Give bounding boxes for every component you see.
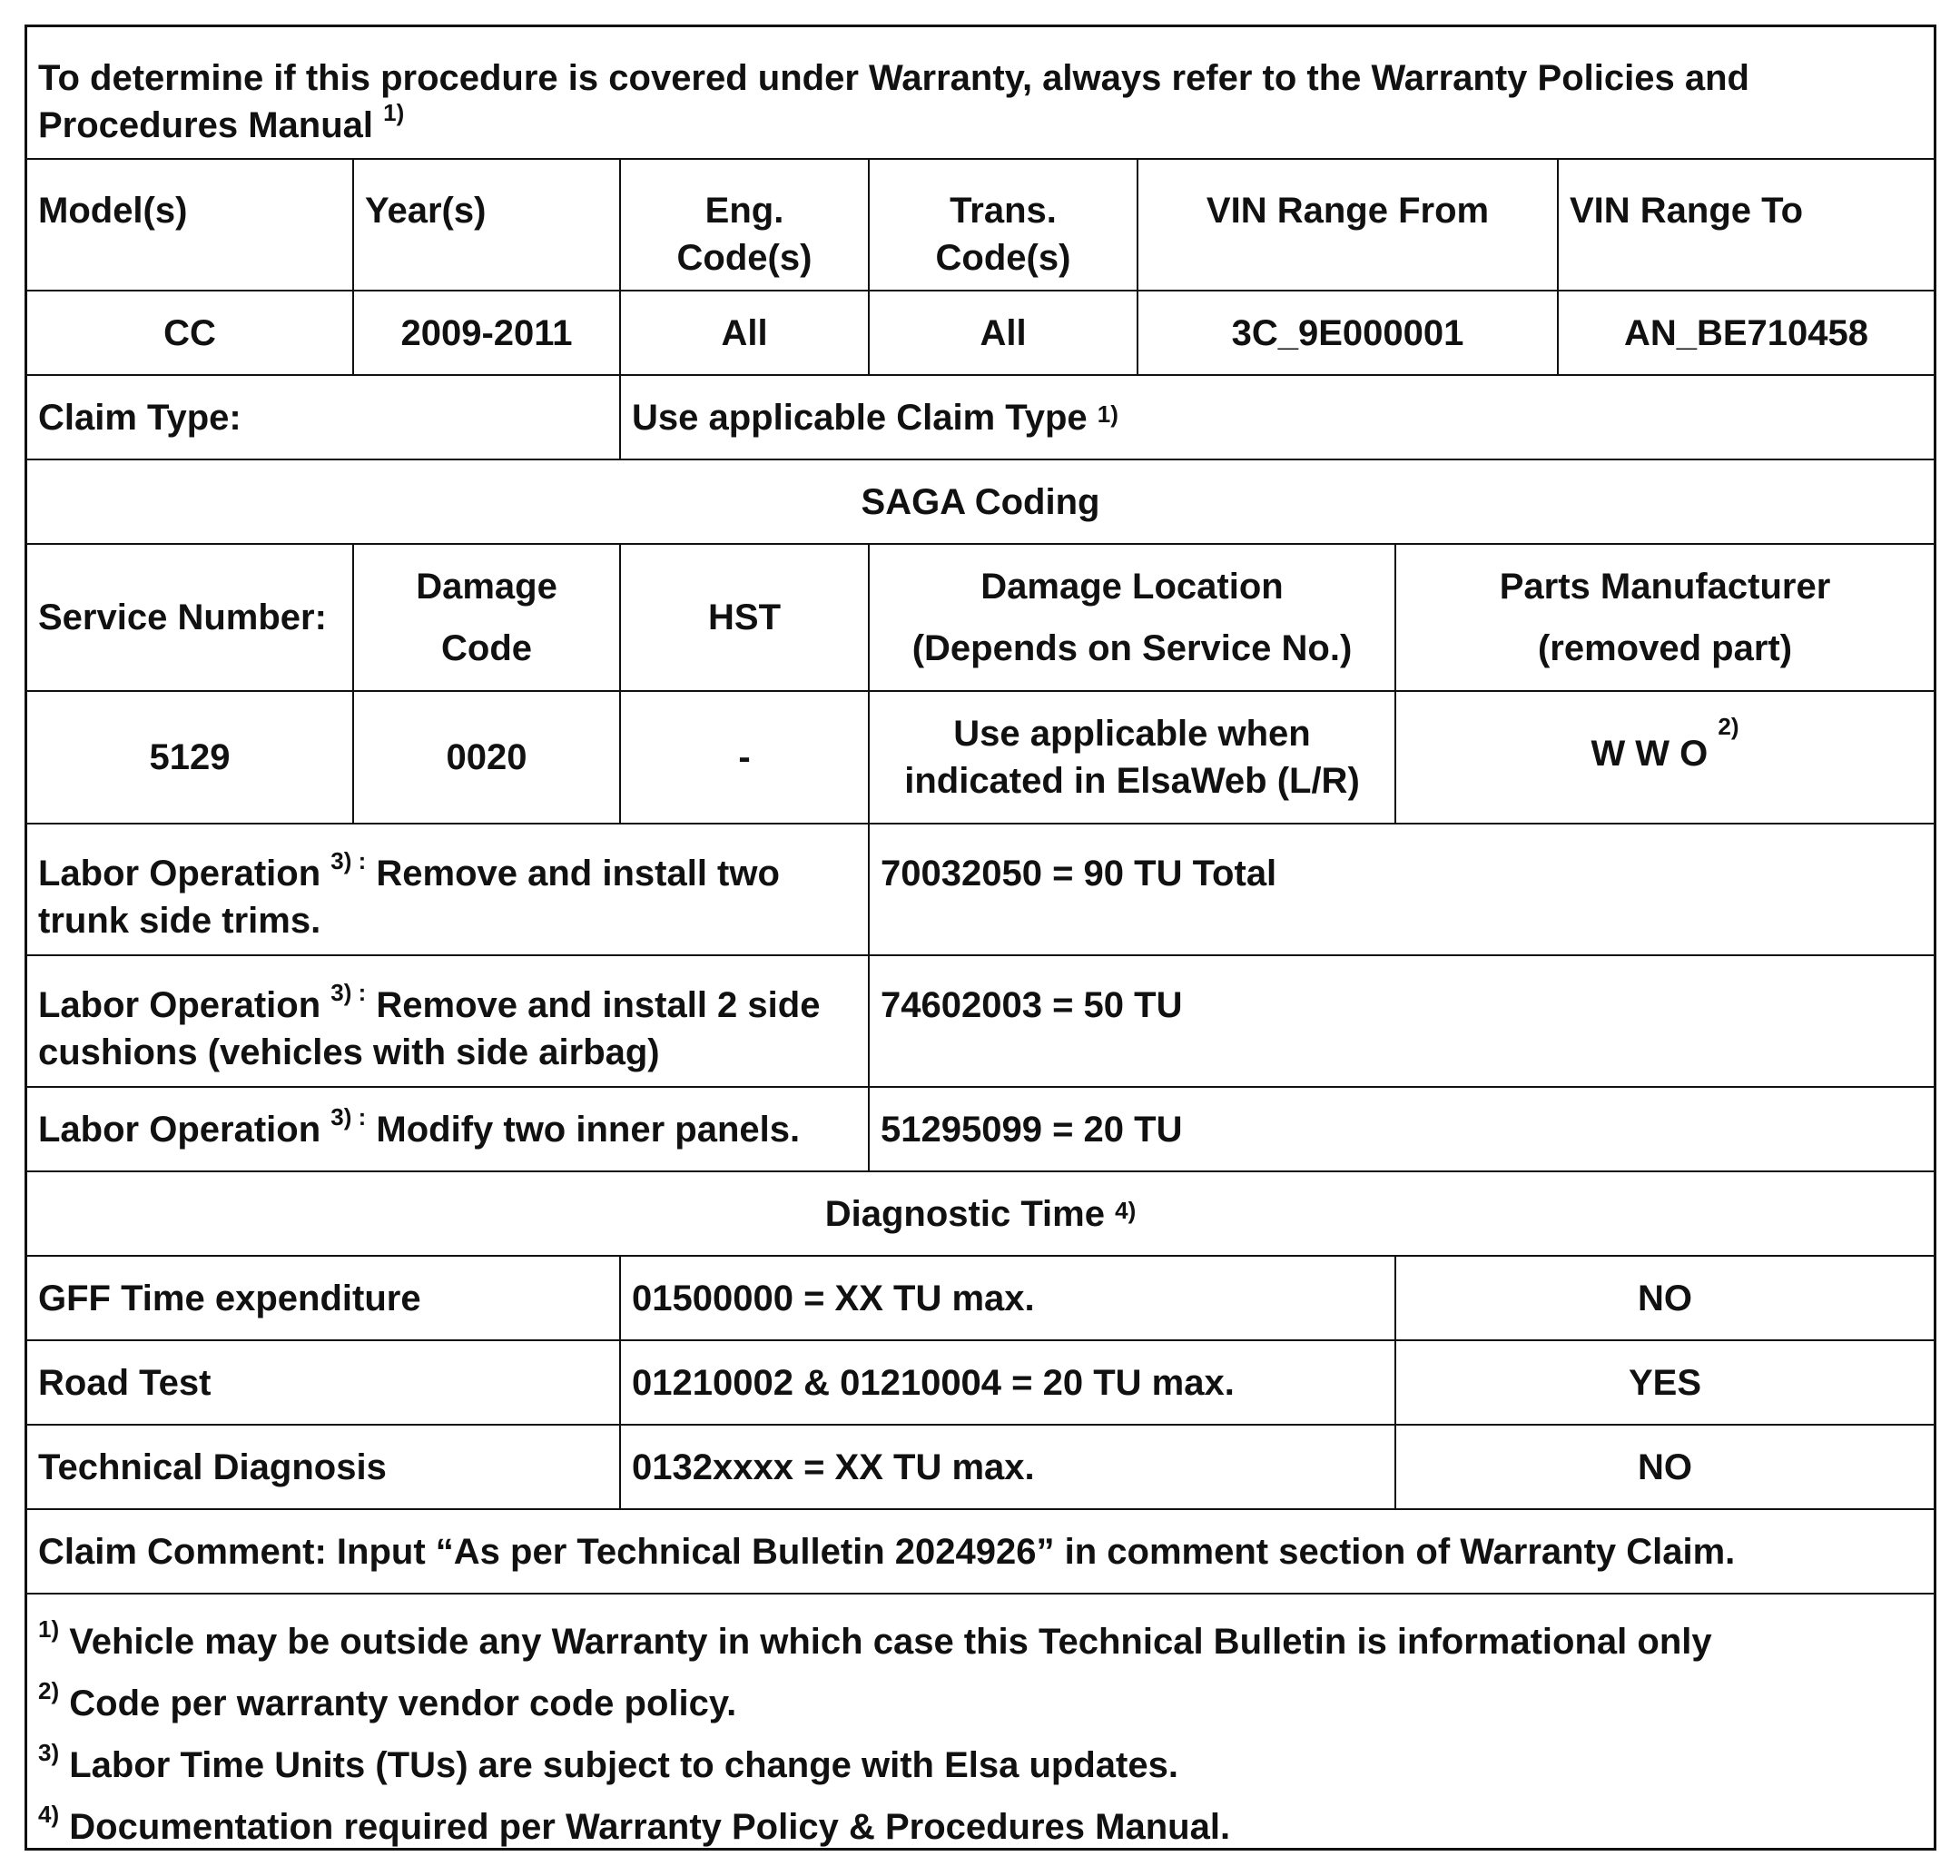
saga-value-parts-manufacturer: W W O $^{2)}$ (1396, 692, 1934, 823)
diagnostic-row-3-label: Technical Diagnosis (27, 1426, 621, 1508)
header-trans-codes-text: Trans. Code(s) (935, 191, 1071, 278)
warranty-notice (27, 27, 1934, 158)
labor-op-1-label: Labor Operation (38, 854, 321, 894)
footnote-3-mark: 3) (38, 1738, 60, 1766)
labor-op-2-label: Labor Operation (38, 985, 321, 1025)
saga-value-service-number: 5129 (27, 692, 354, 823)
saga-header-hst: HST (621, 545, 870, 690)
footnote-1 (38, 1614, 1712, 1665)
footnotes-row (27, 1595, 1934, 1848)
claim-type-row (27, 376, 1934, 460)
saga-value-damage-location (870, 692, 1396, 823)
header-years: Year(s) (354, 160, 621, 290)
saga-value-damage-code: 0020 (354, 692, 621, 823)
diagnostic-row-2-allowed: YES (1628, 1362, 1702, 1403)
labor-op-1-note: 3) : (330, 846, 367, 874)
diagnostic-row-1-allowed: NO (1638, 1278, 1692, 1318)
diagnostic-row-1-code: 01500000 = XX TU max. (621, 1257, 1396, 1339)
warranty-notice-row (27, 27, 1934, 160)
labor-op-row-3 (27, 1088, 1934, 1172)
footnote-1-text: Vehicle may be outside any Warranty in which case this Technical Bulletin is informational only (69, 1622, 1712, 1662)
claim-type-value-text: Use applicable Claim Type (632, 397, 1088, 438)
applicability-header-row (27, 160, 1934, 291)
labor-op-2-value: 74602003 = 50 TU (881, 985, 1183, 1025)
diagnostic-row-1-label: GFF Time expenditure (27, 1257, 621, 1339)
footnote-2-text: Code per warranty vendor code policy. (69, 1683, 737, 1723)
labor-op-row-2 (27, 956, 1934, 1088)
diagnostic-row-2 (27, 1341, 1934, 1426)
warranty-notice-text: To determine if this procedure is covered under Warranty, always refer to the Warranty Policies and Procedures Manual (38, 58, 1749, 145)
value-trans-codes: All (870, 291, 1138, 374)
value-eng-codes: All (621, 291, 870, 374)
footnote-2 (38, 1676, 737, 1727)
saga-header-damage-location-text: Damage Location (Depends on Service No.) (911, 567, 1353, 668)
claim-comment-row (27, 1510, 1934, 1595)
labor-op-1-desc: Remove and install two trunk side trims. (38, 854, 780, 941)
diagnostic-row-3-allowed: NO (1638, 1446, 1692, 1487)
value-years: 2009-2011 (354, 291, 621, 374)
labor-op-2-desc: Remove and install 2 side cushions (vehicles with side airbag) (38, 985, 821, 1072)
saga-header-parts-manufacturer-text: Parts Manufacturer (removed part) (1499, 567, 1831, 668)
labor-op-3-value: 51295099 = 20 TU (881, 1109, 1183, 1150)
header-vin-to: VIN Range To (1570, 191, 1804, 231)
applicability-value-row (27, 291, 1934, 376)
warranty-notice-note: 1) (383, 98, 405, 126)
diagnostic-title: Diagnostic Time $^{4)}$ (27, 1172, 1934, 1255)
footnote-2-mark: 2) (38, 1676, 60, 1704)
diagnostic-row-2-code: 01210002 & 01210004 = 20 TU max. (621, 1341, 1396, 1424)
header-eng-codes (621, 160, 870, 290)
footnote-3 (38, 1738, 1178, 1789)
footnote-3-text: Labor Time Units (TUs) are subject to change with Elsa updates. (69, 1745, 1178, 1785)
header-eng-codes-text: Eng. Code(s) (676, 191, 813, 278)
saga-header-row (27, 545, 1934, 692)
saga-header-service-number: Service Number: (27, 545, 354, 690)
footnote-4-mark: 4) (38, 1800, 60, 1828)
footnote-4 (38, 1800, 1231, 1851)
header-models: Model(s) (27, 160, 354, 290)
labor-op-3-desc: Modify two inner panels. (376, 1110, 801, 1150)
diagnostic-title-text: Diagnostic Time (824, 1193, 1105, 1234)
diagnostic-row-2-label: Road Test (27, 1341, 621, 1424)
claim-type-value: Use applicable Claim Type $^{1)}$ (621, 376, 1934, 459)
saga-header-damage-code-text: Damage Code (416, 567, 557, 668)
labor-op-3-label: Labor Operation (38, 1110, 321, 1150)
labor-op-2-note: 3) : (330, 978, 367, 1006)
header-trans-codes (870, 160, 1138, 290)
saga-value-damage-location-text: Use applicable when indicated in ElsaWeb (L/R) (904, 714, 1360, 801)
diagnostic-row-1 (27, 1257, 1934, 1341)
warranty-table (25, 25, 1936, 1851)
value-vin-to: AN_BE710458 (1623, 312, 1869, 353)
footnote-1-mark: 1) (38, 1614, 60, 1643)
value-vin-from: 3C_9E000001 (1138, 291, 1559, 374)
labor-op-1-description (27, 824, 870, 954)
saga-value-row (27, 692, 1934, 824)
diagnostic-title-row (27, 1172, 1934, 1257)
footnote-4-text: Documentation required per Warranty Policy & Procedures Manual. (69, 1807, 1231, 1847)
diagnostic-row-3 (27, 1426, 1934, 1510)
labor-op-1-value: 70032050 = 90 TU Total (881, 854, 1277, 894)
labor-op-3-note: 3) : (330, 1102, 367, 1131)
saga-header-parts-manufacturer (1396, 545, 1934, 690)
claim-type-label: Claim Type: (27, 376, 621, 459)
saga-header-damage-location (870, 545, 1396, 690)
saga-value-parts-manufacturer-text: W W O (1591, 734, 1709, 774)
saga-header-damage-code (354, 545, 621, 690)
claim-comment: Claim Comment: Input “As per Technical Bulletin 2024926” in comment section of Warranty Claim. (38, 1531, 1736, 1572)
saga-title-row (27, 460, 1934, 545)
saga-title: SAGA Coding (861, 481, 1100, 522)
labor-op-3-description (27, 1088, 870, 1170)
diagnostic-row-3-code: 0132xxxx = XX TU max. (621, 1426, 1396, 1508)
labor-op-row-1 (27, 824, 1934, 956)
labor-op-2-description (27, 956, 870, 1086)
saga-value-hst: - (621, 692, 870, 823)
header-vin-from: VIN Range From (1138, 160, 1559, 290)
value-model: CC (27, 291, 354, 374)
